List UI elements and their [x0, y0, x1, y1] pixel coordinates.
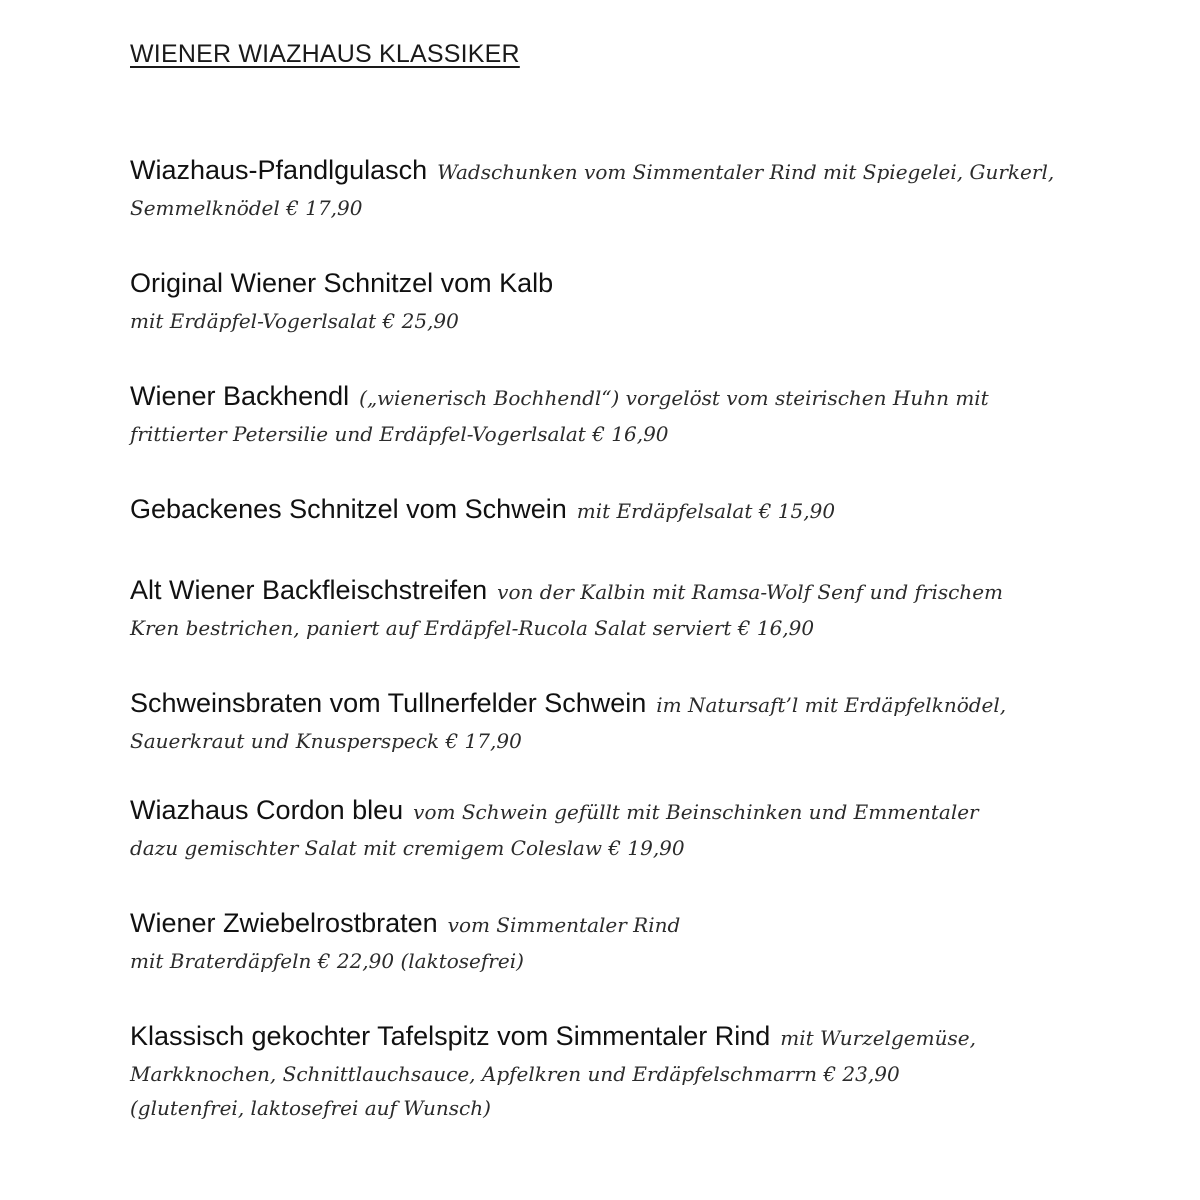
- dish-name: Wiazhaus-Pfandlgulasch: [130, 155, 428, 185]
- dish-name: Wiener Zwiebelrostbraten: [130, 908, 438, 938]
- dish-description-continued: Sauerkraut und Knusperspeck € 17,90: [130, 729, 522, 753]
- dish-description: im Natursaft’l mit Erdäpfelknödel,: [656, 693, 1007, 717]
- menu-item: [130, 153, 1090, 225]
- menu-item: [130, 906, 1090, 978]
- dish-description-continued: Semmelknödel € 17,90: [130, 196, 363, 220]
- menu-item: [130, 686, 1090, 758]
- dish-name: Alt Wiener Backfleischstreifen: [130, 575, 488, 605]
- dish-name: Gebackenes Schnitzel vom Schwein: [130, 494, 567, 524]
- dish-name: Klassisch gekochter Tafelspitz vom Simmentaler Rind: [130, 1021, 771, 1051]
- dish-dietary-note: (glutenfrei, laktosefrei auf Wunsch): [130, 1096, 491, 1120]
- dish-description-continued: Kren bestrichen, paniert auf Erdäpfel-Rucola Salat serviert € 16,90: [130, 616, 815, 640]
- dish-description: mit Erdäpfelsalat € 15,90: [576, 499, 836, 523]
- dish-description-continued: mit Erdäpfel-Vogerlsalat € 25,90: [130, 309, 459, 333]
- menu-item: [130, 573, 1090, 645]
- menu-item: [130, 379, 1090, 451]
- dish-description-continued: dazu gemischter Salat mit cremigem Coleslaw € 19,90: [130, 836, 685, 860]
- menu-item: [130, 793, 1090, 865]
- dish-name: Original Wiener Schnitzel vom Kalb: [130, 268, 554, 298]
- dish-name: Wiazhaus Cordon bleu: [130, 795, 404, 825]
- dish-description: mit Wurzelgemüse,: [780, 1026, 976, 1050]
- menu-page: [130, 40, 1090, 1120]
- menu-item: [130, 492, 1090, 530]
- dish-name: Schweinsbraten vom Tullnerfelder Schwein: [130, 688, 647, 718]
- dish-description-continued: frittierter Petersilie und Erdäpfel-Vogerlsalat € 16,90: [130, 422, 669, 446]
- dish-description: von der Kalbin mit Ramsa-Wolf Senf und frischem: [497, 580, 1003, 604]
- menu-heading: WIENER WIAZHAUS KLASSIKER: [130, 40, 520, 68]
- dish-description: vom Simmentaler Rind: [447, 913, 681, 937]
- dish-description: vom Schwein gefüllt mit Beinschinken und Emmentaler: [413, 800, 979, 824]
- dish-description: Wadschunken vom Simmentaler Rind mit Spiegelei, Gurkerl,: [437, 160, 1055, 184]
- dish-name: Wiener Backhendl: [130, 381, 350, 411]
- menu-item: [130, 266, 1090, 338]
- menu-item: [130, 1019, 1090, 1125]
- dish-description-continued: Markknochen, Schnittlauchsauce, Apfelkren und Erdäpfelschmarrn € 23,90: [130, 1062, 900, 1086]
- dish-description: („wienerisch Bochhendl“) vorgelöst vom steirischen Huhn mit: [359, 386, 989, 410]
- dish-description-continued: mit Braterdäpfeln € 22,90 (laktosefrei): [130, 949, 524, 973]
